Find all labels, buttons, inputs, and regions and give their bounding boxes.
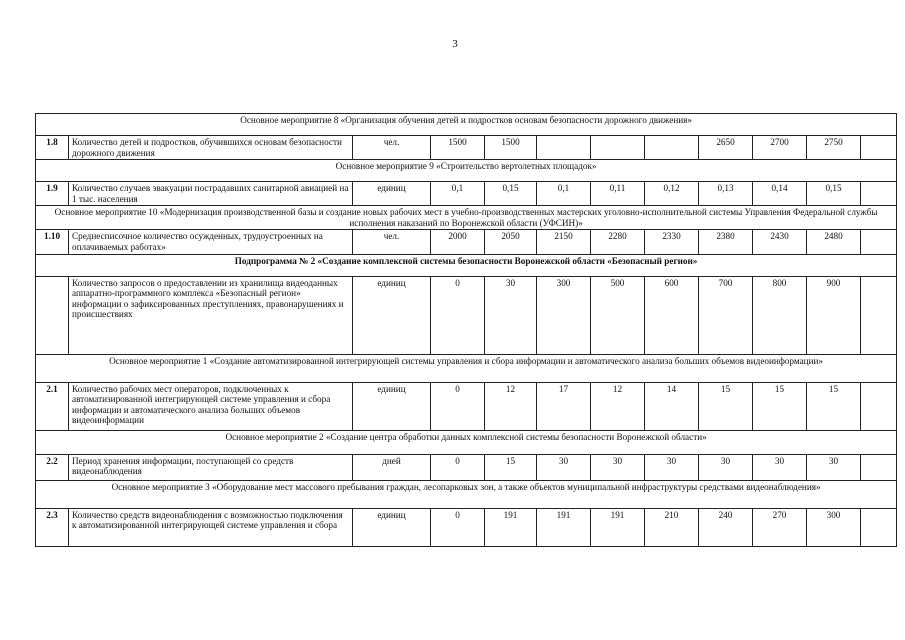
indicator-value: 2650 <box>699 136 753 160</box>
indicator-value: 2700 <box>753 136 807 160</box>
indicator-value: 800 <box>753 276 807 354</box>
indicator-value <box>861 454 897 480</box>
indicator-value: 15 <box>699 382 753 430</box>
section-row <box>36 160 897 182</box>
indicator-value: 2380 <box>699 230 753 254</box>
indicator-value: 0,14 <box>753 182 807 206</box>
indicator-number: 2.3 <box>36 508 69 546</box>
indicator-value: 0,11 <box>591 182 645 206</box>
section-title: Основное мероприятие 1 «Создание автоматизированной интегрирующей системы управления и сбора информации и автоматического анализа больших объемов видеоинформации» <box>36 354 897 382</box>
indicator-value: 2280 <box>591 230 645 254</box>
section-title: Основное мероприятие 3 «Оборудование мест массового пребывания граждан, лесопарковых зон, а также объектов муниципальной инфраструктуры средствами видеонаблюдения» <box>36 480 897 508</box>
indicator-name: Количество случаев эвакуации пострадавших санитарной авиацией на 1 тыс. населения <box>69 182 353 206</box>
indicator-value: 30 <box>753 454 807 480</box>
section-title: Подпрограмма № 2 «Создание комплексной системы безопасности Воронежской области «Безопасный регион» <box>36 254 897 276</box>
indicator-number: 2.1 <box>36 382 69 430</box>
indicator-unit: дней <box>353 454 431 480</box>
indicator-value: 191 <box>485 508 537 546</box>
indicator-value: 17 <box>537 382 591 430</box>
indicator-value: 15 <box>753 382 807 430</box>
indicator-value: 2750 <box>807 136 861 160</box>
section-title: Основное мероприятие 2 «Создание центра обработки данных комплексной системы безопасности Воронежской области» <box>36 430 897 454</box>
indicator-value <box>861 276 897 354</box>
indicator-value <box>537 136 591 160</box>
indicator-unit: единиц <box>353 382 431 430</box>
indicator-value: 30 <box>485 276 537 354</box>
indicator-value: 191 <box>537 508 591 546</box>
indicator-value: 0 <box>431 382 485 430</box>
indicator-name: Количество средств видеонаблюдения с возможностью подключения к автоматизированной интегрирующей системе управления и сбора <box>69 508 353 546</box>
indicator-unit: единиц <box>353 276 431 354</box>
indicator-unit: единиц <box>353 182 431 206</box>
indicator-value: 0 <box>431 508 485 546</box>
indicator-value: 2050 <box>485 230 537 254</box>
indicator-value: 30 <box>699 454 753 480</box>
indicator-value: 0,1 <box>431 182 485 206</box>
indicator-value: 2330 <box>645 230 699 254</box>
table-row <box>36 454 897 480</box>
indicator-value: 12 <box>591 382 645 430</box>
table-body <box>36 114 897 547</box>
indicator-name: Период хранения информации, поступающей со средств видеонаблюдения <box>69 454 353 480</box>
indicator-value: 15 <box>807 382 861 430</box>
indicator-value <box>861 136 897 160</box>
indicator-value: 15 <box>485 454 537 480</box>
indicator-value: 270 <box>753 508 807 546</box>
indicator-value: 210 <box>645 508 699 546</box>
page-number: 3 <box>452 38 458 50</box>
section-row <box>36 254 897 276</box>
indicator-number: 1.9 <box>36 182 69 206</box>
indicator-value: 2150 <box>537 230 591 254</box>
table-row <box>36 136 897 160</box>
indicator-value <box>861 182 897 206</box>
indicator-name: Количество детей и подростков, обучившихся основам безопасности дорожного движения <box>69 136 353 160</box>
indicator-unit: чел. <box>353 230 431 254</box>
indicator-value: 240 <box>699 508 753 546</box>
indicator-value: 2480 <box>807 230 861 254</box>
indicator-value <box>861 230 897 254</box>
section-row <box>36 480 897 508</box>
indicator-value: 2000 <box>431 230 485 254</box>
indicator-value: 12 <box>485 382 537 430</box>
section-row <box>36 354 897 382</box>
indicator-name: Количество запросов о предоставлении из хранилища видеоданных аппаратно-программного комплекса «Безопасный регион» информации о зафиксированных преступлениях, правонарушениях и происшествиях <box>69 276 353 354</box>
table-row <box>36 276 897 354</box>
indicator-name: Среднесписочное количество осужденных, трудоустроенных на оплачиваемых работах» <box>69 230 353 254</box>
section-row <box>36 114 897 136</box>
indicator-number: 2.2 <box>36 454 69 480</box>
indicator-value: 700 <box>699 276 753 354</box>
table-row <box>36 230 897 254</box>
indicator-value: 30 <box>645 454 699 480</box>
indicator-value: 0,15 <box>485 182 537 206</box>
indicator-unit: чел. <box>353 136 431 160</box>
indicators-table <box>35 113 897 547</box>
indicator-value <box>645 136 699 160</box>
indicator-value: 1500 <box>431 136 485 160</box>
indicator-value <box>591 136 645 160</box>
table-row <box>36 182 897 206</box>
indicator-value: 300 <box>807 508 861 546</box>
indicator-number: 1.10 <box>36 230 69 254</box>
indicator-value: 0 <box>431 276 485 354</box>
indicator-number <box>36 276 69 354</box>
indicator-value: 0,13 <box>699 182 753 206</box>
indicator-value: 191 <box>591 508 645 546</box>
indicator-value: 0 <box>431 454 485 480</box>
indicator-value: 0,12 <box>645 182 699 206</box>
section-title: Основное мероприятие 8 «Организация обучения детей и подростков основам безопасности дорожного движения» <box>36 114 897 136</box>
indicator-value: 600 <box>645 276 699 354</box>
indicator-value: 30 <box>537 454 591 480</box>
indicator-value: 0,15 <box>807 182 861 206</box>
indicator-value <box>861 382 897 430</box>
indicator-value: 900 <box>807 276 861 354</box>
section-title: Основное мероприятие 9 «Строительство вертолетных площадок» <box>36 160 897 182</box>
indicator-value: 1500 <box>485 136 537 160</box>
section-row <box>36 206 897 230</box>
indicator-value: 30 <box>591 454 645 480</box>
section-row <box>36 430 897 454</box>
indicator-value: 14 <box>645 382 699 430</box>
table-row <box>36 508 897 546</box>
indicator-value: 500 <box>591 276 645 354</box>
indicator-value: 300 <box>537 276 591 354</box>
indicator-value: 2430 <box>753 230 807 254</box>
indicator-name: Количество рабочих мест операторов, подключенных к автоматизированной интегрирующей системе управления и сбора информации и автоматического анализа больших объемов видеоинформации <box>69 382 353 430</box>
indicator-number: 1.8 <box>36 136 69 160</box>
indicator-unit: единиц <box>353 508 431 546</box>
table-row <box>36 382 897 430</box>
indicator-value <box>861 508 897 546</box>
indicator-value: 30 <box>807 454 861 480</box>
indicator-value: 0,1 <box>537 182 591 206</box>
section-title: Основное мероприятие 10 «Модернизация производственной базы и создание новых рабочих мест в учебно-производственных мастерских уголовно-исполнительной системы Управления Федеральной службы исполнения наказаний по Воронежской области (УФСИН)» <box>36 206 897 230</box>
